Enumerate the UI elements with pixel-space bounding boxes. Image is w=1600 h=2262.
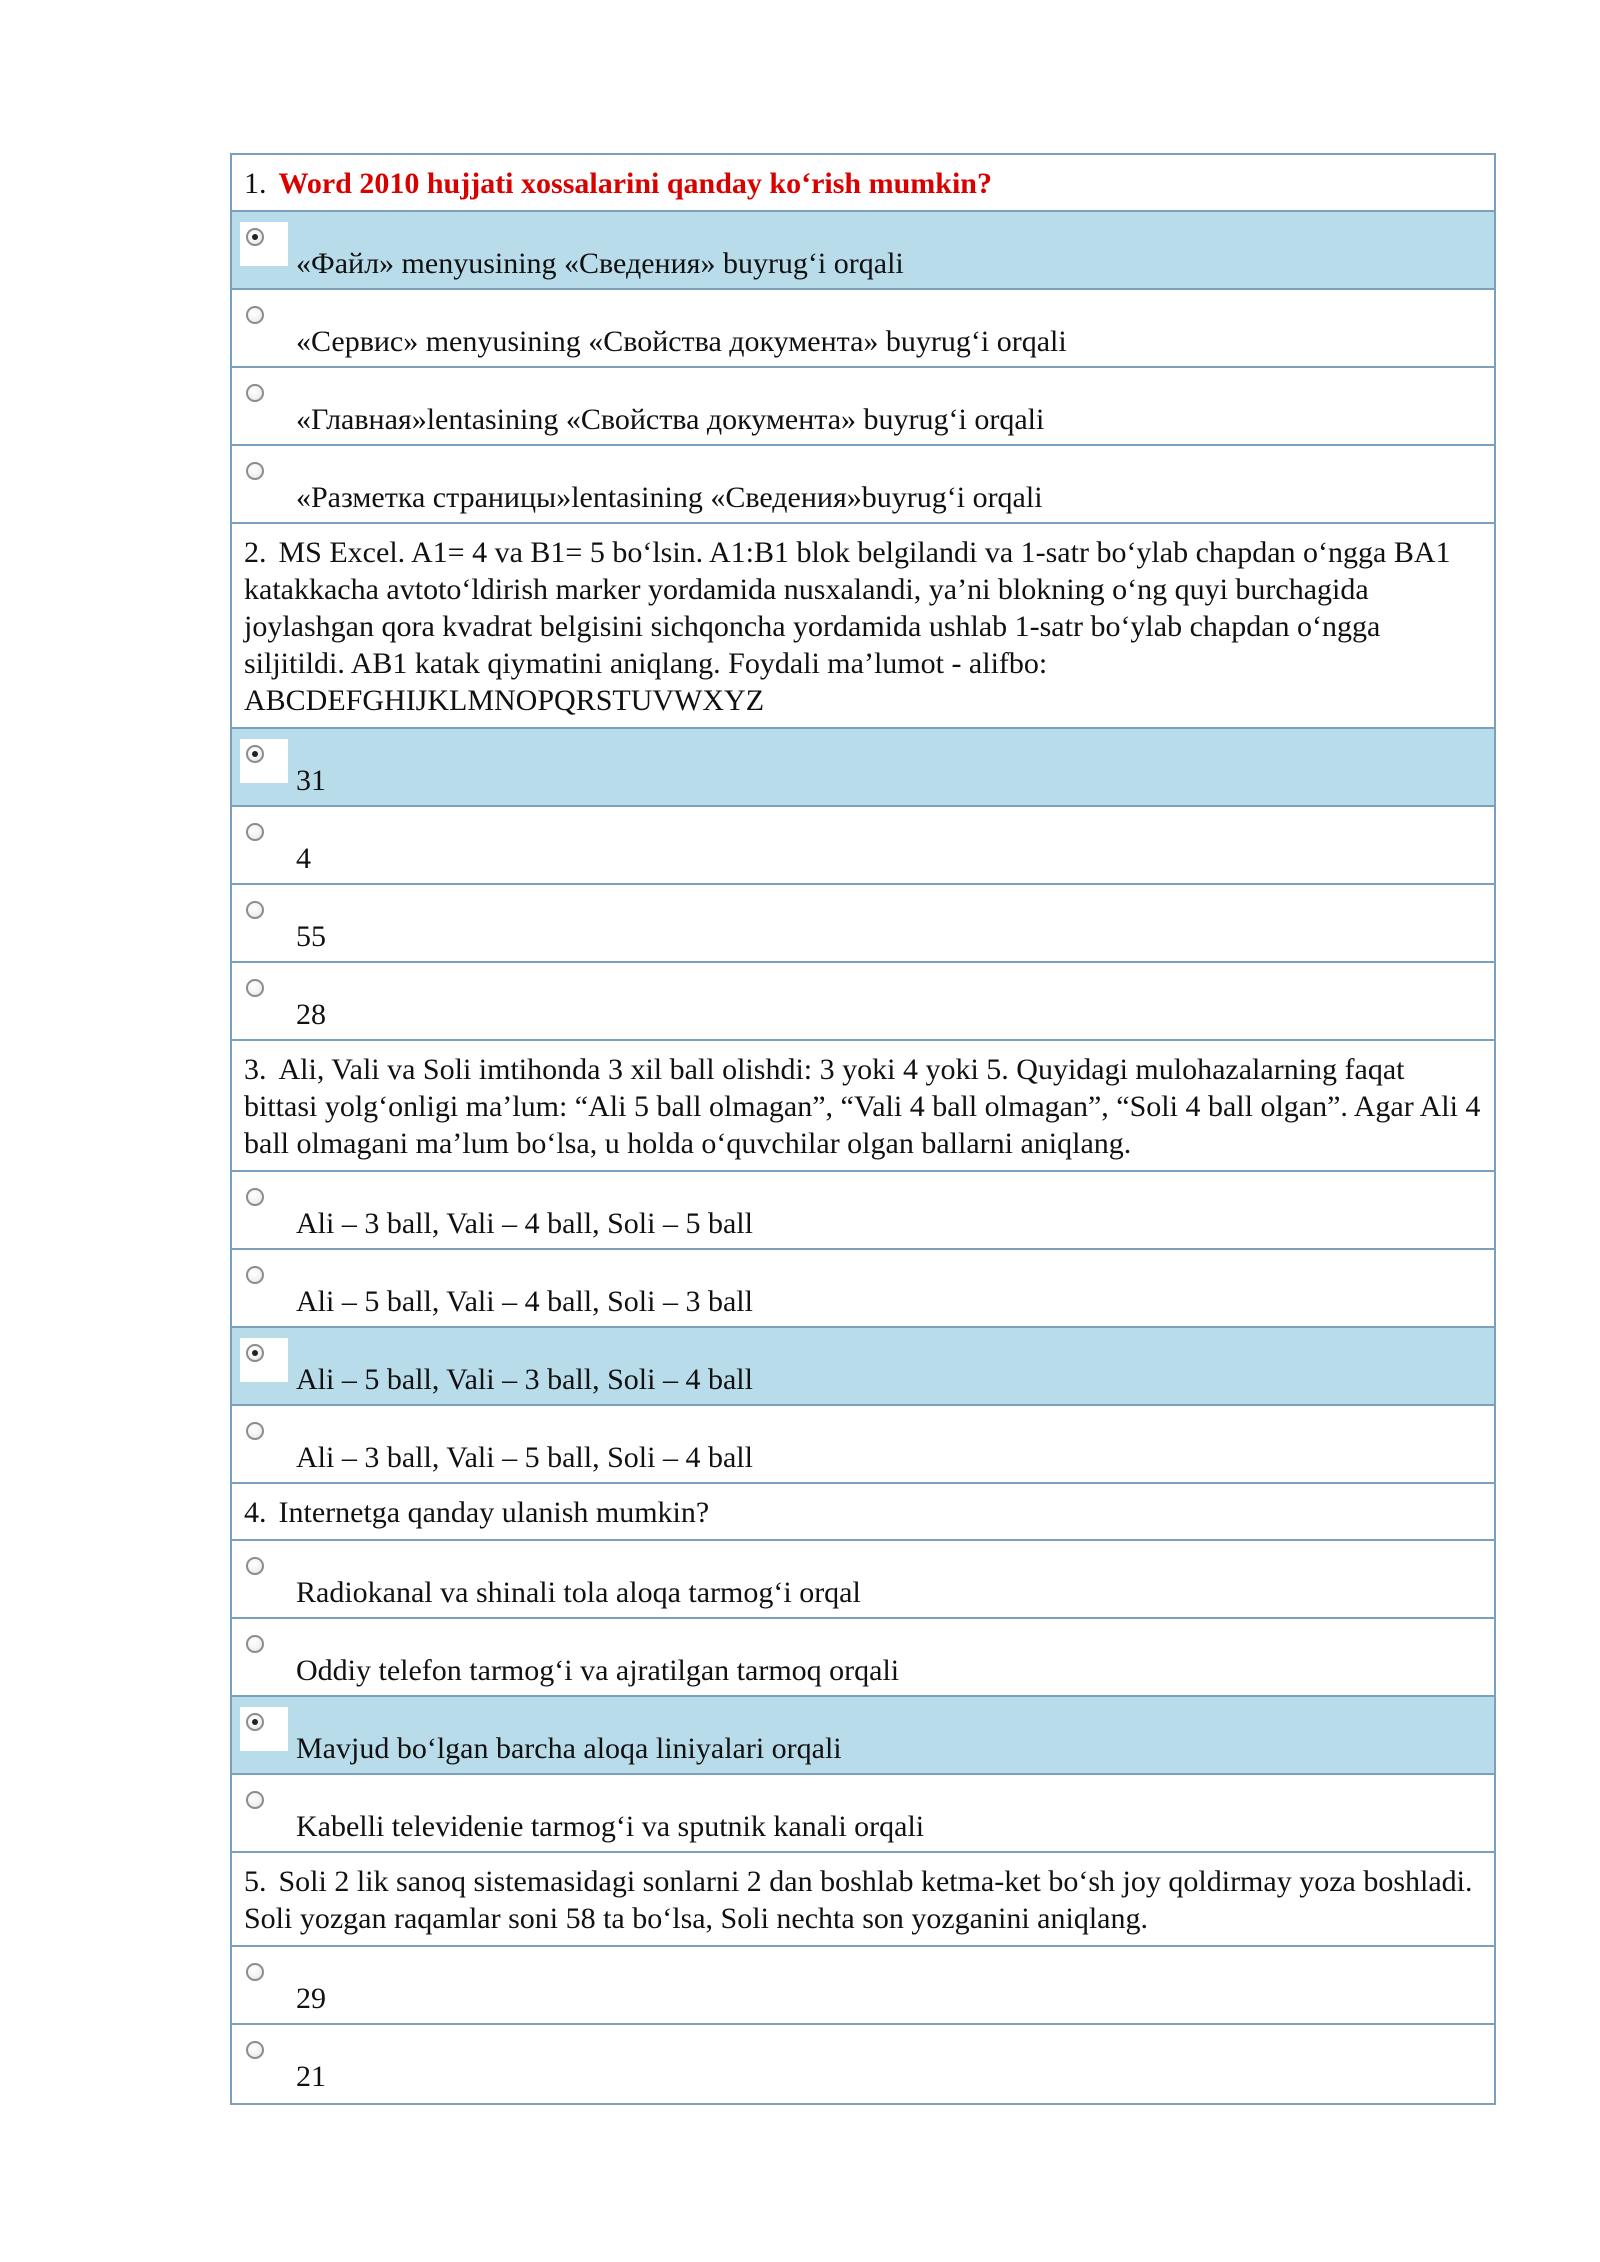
radio-box (240, 1338, 288, 1382)
answer-option[interactable] (232, 212, 1494, 290)
question-text: MS Excel. A1= 4 va B1= 5 bo‘lsin. A1:B1 blok belgilandi va 1-satr bo‘ylab chapdan o‘ngga BA1 katakkacha avtoto‘ldirish marker yordamida nusxalandi, ya’ni blokning o‘ng quyi burchagida joylashgan qora kvadrat belgisini sichqoncha yordamida ushlab 1-satr bo‘ylab chapdan o‘ngga siljitildi. AB1 katak qiymatini aniqlang. Foydali ma’lumot - alifbo: ABCDEFGHIJKLMNOPQRSTUVWXYZ (244, 536, 1451, 717)
question-text: Soli 2 lik sanoq sistemasidagi sonlarni 2 dan boshlab ketma-ket bo‘sh joy qoldirmay yoza boshladi. Soli yozgan raqamlar soni 58 ta bo‘lsa, Soli nechta son yozganini aniqlang. (244, 1865, 1473, 1935)
radio-box (240, 739, 288, 783)
question-text: Word 2010 hujjati xossalarini qanday ko‘rish mumkin? (278, 167, 992, 200)
radio-button-checked[interactable] (246, 228, 264, 246)
answer-option[interactable] (232, 1775, 1494, 1853)
radio-box (240, 1551, 288, 1595)
answer-text: Oddiy telefon tarmog‘i va ajratilgan tarmoq orqali (296, 1654, 900, 1687)
answer-option[interactable] (232, 729, 1494, 807)
answer-text: 4 (296, 842, 311, 875)
answer-text: Ali – 5 ball, Vali – 4 ball, Soli – 3 ball (296, 1285, 753, 1318)
question-number: 2. (244, 536, 267, 569)
answer-option[interactable] (232, 446, 1494, 524)
radio-box (240, 1260, 288, 1304)
answer-option[interactable] (232, 1697, 1494, 1775)
radio-box (240, 1416, 288, 1460)
radio-button[interactable] (246, 1791, 264, 1809)
answer-text: Ali – 3 ball, Vali – 4 ball, Soli – 5 ball (296, 1207, 753, 1240)
answer-option[interactable] (232, 807, 1494, 885)
radio-button[interactable] (246, 306, 264, 324)
radio-box (240, 973, 288, 1017)
radio-button-checked[interactable] (246, 1713, 264, 1731)
radio-button[interactable] (246, 823, 264, 841)
answer-text: 31 (296, 764, 326, 797)
radio-button-checked[interactable] (246, 1344, 264, 1362)
answer-text: Ali – 3 ball, Vali – 5 ball, Soli – 4 ball (296, 1441, 753, 1474)
answer-option[interactable] (232, 1250, 1494, 1328)
question-number: 4. (244, 1496, 267, 1529)
answer-option[interactable] (232, 1541, 1494, 1619)
radio-box (240, 817, 288, 861)
question-text: Internetga qanday ulanish mumkin? (278, 1496, 710, 1529)
question-row (232, 524, 1494, 729)
answer-text: Mavjud bo‘lgan barcha aloqa liniyalari orqali (296, 1732, 842, 1765)
radio-box (240, 1957, 288, 2001)
answer-text: 21 (296, 2060, 326, 2093)
radio-button[interactable] (246, 1188, 264, 1206)
radio-button[interactable] (246, 979, 264, 997)
radio-box (240, 300, 288, 344)
answer-text: Kabelli televidenie tarmog‘i va sputnik kanali orqali (296, 1810, 925, 1843)
question-row (232, 155, 1494, 212)
answer-option[interactable] (232, 368, 1494, 446)
answer-text: 28 (296, 998, 326, 1031)
answer-option[interactable] (232, 290, 1494, 368)
answer-text: «Файл» menyusining «Сведения» buyrug‘i orqali (296, 247, 904, 280)
answer-option[interactable] (232, 1406, 1494, 1484)
radio-box (240, 456, 288, 500)
radio-button-checked[interactable] (246, 745, 264, 763)
radio-button[interactable] (246, 2041, 264, 2059)
question-number: 1. (244, 167, 267, 200)
answer-text: Radiokanal va shinali tola aloqa tarmog‘i orqal (296, 1576, 861, 1609)
radio-button[interactable] (246, 1963, 264, 1981)
answer-text: 55 (296, 920, 326, 953)
answer-text: 29 (296, 1982, 326, 2015)
radio-box (240, 1785, 288, 1829)
answer-option[interactable] (232, 2025, 1494, 2103)
radio-button[interactable] (246, 462, 264, 480)
radio-box (240, 378, 288, 422)
radio-button[interactable] (246, 384, 264, 402)
question-number: 5. (244, 1865, 267, 1898)
answer-text: «Разметка страницы»lentasining «Сведения»buyrug‘i orqali (296, 481, 1043, 514)
question-row (232, 1484, 1494, 1541)
radio-box (240, 895, 288, 939)
radio-box (240, 1182, 288, 1226)
answer-option[interactable] (232, 963, 1494, 1041)
radio-button[interactable] (246, 1635, 264, 1653)
radio-button[interactable] (246, 1266, 264, 1284)
quiz-table (230, 153, 1496, 2105)
answer-option[interactable] (232, 885, 1494, 963)
radio-button[interactable] (246, 1422, 264, 1440)
question-number: 3. (244, 1053, 267, 1086)
radio-box (240, 2035, 288, 2079)
answer-text: «Главная»lentasining «Свойства документа» buyrug‘i orqali (296, 403, 1045, 436)
answer-option[interactable] (232, 1328, 1494, 1406)
radio-box (240, 1707, 288, 1751)
question-row (232, 1853, 1494, 1947)
question-row (232, 1041, 1494, 1172)
question-text: Ali, Vali va Soli imtihonda 3 xil ball olishdi: 3 yoki 4 yoki 5. Quyidagi mulohazalarning faqat bittasi yolg‘onligi ma’lum: “Ali 5 ball olmagan”, “Vali 4 ball olmagan”, “Soli 4 ball olgan”. Agar Ali 4 ball olmagani ma’lum bo‘lsa, u holda o‘quvchilar olgan ballarni aniqlang. (244, 1053, 1481, 1160)
answer-option[interactable] (232, 1947, 1494, 2025)
radio-button[interactable] (246, 901, 264, 919)
radio-box (240, 1629, 288, 1673)
answer-text: «Сервис» menyusining «Свойства документа» buyrug‘i orqali (296, 325, 1067, 358)
answer-option[interactable] (232, 1619, 1494, 1697)
radio-box (240, 222, 288, 266)
answer-option[interactable] (232, 1172, 1494, 1250)
answer-text: Ali – 5 ball, Vali – 3 ball, Soli – 4 ball (296, 1363, 753, 1396)
radio-button[interactable] (246, 1557, 264, 1575)
